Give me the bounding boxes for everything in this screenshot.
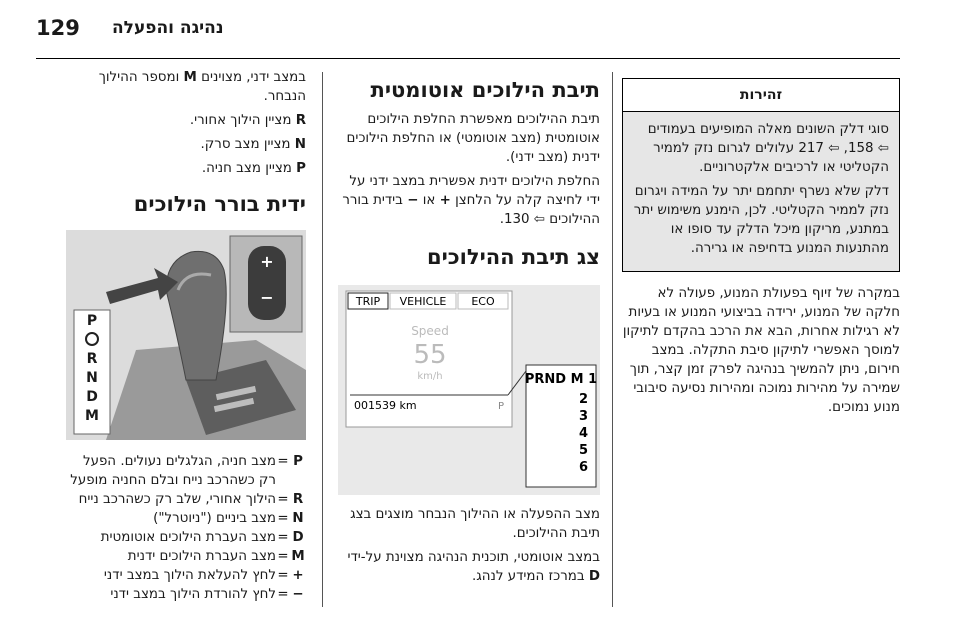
caution-body — [623, 112, 899, 271]
display-illustration — [338, 285, 600, 495]
mode-description: מצב ביניים ("ניוטרל") — [153, 511, 276, 526]
mode-equals: = — [277, 587, 289, 602]
speed-unit: km/h — [417, 371, 443, 382]
mode-description: לחץ להורדת הילוך במצב ידני — [110, 587, 276, 602]
tab-vehicle: VEHICLE — [399, 295, 447, 308]
mode-equals: = — [277, 568, 289, 583]
paragraph-text: במצב אוטומטי, תוכנית הנהיגה מצוינת על-ידי — [347, 550, 600, 565]
mode-key: + — [292, 568, 304, 583]
mode-description: לחץ להעלאת הילוך במצב ידני — [103, 568, 276, 583]
paragraph-text: החלפת הילוכים ידנית אפשרית במצב ידני על ידי לחיצה קלה על הלחצן — [349, 174, 600, 208]
minus-symbol: − — [407, 193, 419, 208]
left-column — [66, 68, 306, 604]
minus-icon: − — [260, 288, 274, 307]
mode-equals: = — [277, 549, 289, 564]
mode-key: − — [292, 587, 304, 602]
gear-number: 3 — [578, 409, 588, 424]
plus-icon: + — [260, 252, 274, 271]
indicator-text: מציין מצב חניה. — [201, 161, 292, 176]
caution-paragraph: סוגי דלק השונים מאלה המופיעים בעמודים ⇦ 158, ⇦ 217 עלולים לגרום נזק לממיר הקטליטי או לרכיבים אלקטרוניים. — [647, 122, 889, 175]
mode-row — [66, 566, 306, 585]
page-section-title: נהיגה והפעלה — [112, 18, 224, 38]
section-heading: ידית בורר הילוכים — [133, 192, 306, 216]
paragraph: תיבת ההילוכים מאפשרת החלפת הילוכים אוטומטית (מצב אוטומטי) או החלפת הילוכים ידנית (מצב ידני). — [346, 112, 600, 165]
gear-number: 4 — [578, 426, 588, 441]
paragraph — [338, 172, 600, 229]
header-rule — [36, 58, 900, 59]
transmission-display-image — [338, 285, 600, 495]
paragraph-text: בידית בורר ההילוכים ⇦ 130. — [342, 193, 600, 227]
column-divider — [612, 72, 613, 607]
indicator-line — [66, 111, 306, 130]
drive-mode-symbol: D — [588, 569, 600, 584]
right-column — [622, 68, 900, 417]
paragraph — [338, 548, 600, 586]
gear-indicator-small: P — [498, 401, 505, 412]
mode-equals: = — [277, 511, 289, 526]
gear-number: 6 — [578, 460, 588, 475]
tab-trip: TRIP — [355, 295, 381, 308]
gear-number: 2 — [578, 392, 588, 407]
gear-number: 5 — [578, 443, 588, 458]
middle-column — [338, 68, 600, 591]
mode-row — [66, 509, 306, 528]
indicator-text: מציין מצב סרק. — [200, 137, 291, 152]
mode-equals: = — [277, 530, 289, 545]
mode-key: R — [292, 492, 304, 507]
speed-label: Speed — [411, 324, 449, 338]
mode-key: M — [291, 549, 305, 564]
section-heading: תיבת הילוכים אוטומטית — [370, 78, 600, 102]
manual-mode-symbol: M — [183, 70, 197, 85]
mode-row — [66, 490, 306, 509]
mode-description: מצב העברת הילוכים אוטומטית — [100, 530, 276, 545]
paragraph-text: במצב ידני, מצוינים — [201, 70, 306, 85]
gear-letter: D — [86, 389, 98, 405]
caution-box — [622, 78, 900, 272]
indicator-text: מציין הילוך אחורי. — [189, 113, 292, 128]
tab-eco: ECO — [471, 295, 495, 308]
mode-key: N — [292, 511, 304, 526]
gear-letter: M — [85, 408, 99, 424]
indicator-key: N — [294, 137, 306, 152]
indicator-key: R — [295, 113, 306, 128]
body-paragraph: במקרה של זיוף בפעולת המנוע, פעולה לא חלקה של המנוע, ירידה בביצועי המנוע או בעיות לא רגילות אחרות, הבא את הרכב בהקדם לתיקון למוסך האפשרי לתיקון סיבת התקלה. במצב חירום, ניתן להמשיך בנהיגה לפרק זמן קצר, תוך שמירה על מהירות נמוכה ומהירות נסיעה סיבובי מנוע נמוכים. — [622, 286, 900, 415]
paragraph-text: או — [422, 193, 436, 208]
mode-key: P — [293, 454, 303, 469]
paragraph-text: ומספר ההילוך הנבחר. — [98, 70, 306, 104]
gear-letter: N — [86, 370, 98, 386]
mode-description: מצב חניה, הגלגלים נעולים. הפעל רק כשהרכב נייח ובלם החניה מופעל — [70, 454, 276, 488]
indicator-line — [66, 135, 306, 154]
mode-description: הילוך אחורי, שלב רק כשהרכב נייח — [78, 492, 276, 507]
mode-key: D — [292, 530, 304, 545]
mode-row — [66, 585, 306, 604]
gear-letter-list — [74, 312, 110, 426]
gear-letter: R — [86, 351, 98, 367]
speed-value: 55 — [413, 340, 447, 370]
prnd-label: PRND M 1 — [524, 372, 598, 387]
mode-row — [66, 528, 306, 547]
mode-equals: = — [277, 492, 289, 507]
mode-row — [66, 547, 306, 566]
mode-list — [66, 452, 306, 604]
caution-title: זהירות — [623, 79, 899, 112]
paragraph — [66, 68, 306, 106]
odometer: 001539 km — [354, 399, 417, 412]
caution-paragraph: דלק שלא נשרף יתחמם יתר על המידה ויגרום נזק לממיר הקטליטי. לכן, הימנע משימוש יתר במתנע, מריקון מיכל הדלק עד סופו או מהתנעות המנוע בדחיפה או גרירה. — [633, 184, 889, 256]
page-number: 129 — [36, 16, 80, 40]
mode-row — [66, 452, 306, 490]
gear-letter: P — [86, 313, 98, 329]
section-heading: צג תיבת ההילוכים — [426, 245, 600, 269]
indicator-key: P — [296, 161, 306, 176]
gear-lever-image — [66, 230, 306, 440]
mode-description: מצב העברת הילוכים ידנית — [127, 549, 276, 564]
column-divider — [322, 72, 323, 607]
plus-symbol: + — [439, 193, 451, 208]
paragraph-text: במרכז המידע לנהג. — [471, 569, 585, 584]
mode-equals: = — [277, 454, 289, 469]
indicator-line — [66, 159, 306, 178]
paragraph: מצב ההפעלה או ההילוך הנבחר מוצגים בצג תיבת ההילוכים. — [350, 507, 600, 541]
